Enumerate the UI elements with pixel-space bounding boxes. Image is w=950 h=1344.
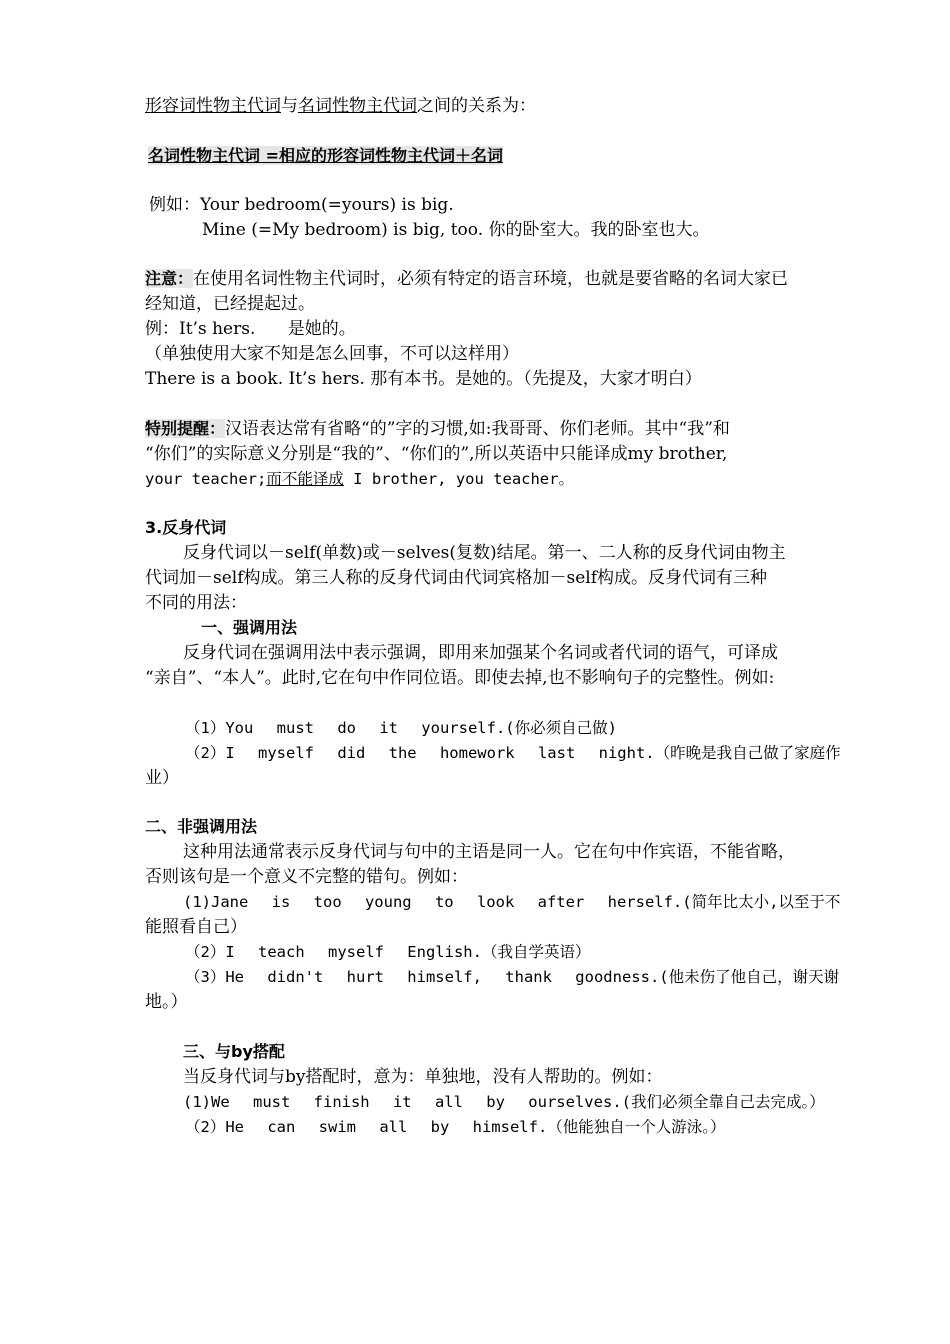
usage-3-heading: 三、与by搭配	[183, 1042, 285, 1061]
usage-1-para-1: 反身代词在强调用法中表示强调，即用来加强某个名词或者代词的语气，可译成	[183, 643, 778, 663]
formula-text: 名词性物主代词 =相应的形容词性物主代词＋名词	[148, 146, 503, 165]
adjective-possessive-term: 形容词性物主代词	[145, 96, 281, 116]
usage-1-example-2-cont: 业）	[145, 768, 179, 788]
intro-tail: 之间的关系为：	[417, 96, 536, 116]
section-3-para-1: 反身代词以－self(单数)或－selves(复数)结尾。第一、二人称的反身代词由物主	[183, 543, 786, 563]
reminder-text-3a: your teacher;	[145, 470, 267, 488]
usage-2-example-1-cont: 能照看自己）	[145, 917, 247, 937]
formula-line	[148, 144, 503, 168]
note-example-2: （单独使用大家不知是怎么回事，不可以这样用）	[145, 344, 519, 364]
reminder-text-3b: 而不能译成	[266, 470, 344, 488]
note-label: 注意：	[145, 269, 194, 288]
intro-connector: 与	[281, 96, 298, 116]
section-3-para-3: 不同的用法：	[145, 593, 247, 613]
note-example-3: There is a book. It’s hers. 那有本书。是她的。（先提及，大家才明白）	[145, 369, 702, 389]
note-line-2: 经知道，已经提起过。	[145, 294, 315, 314]
reminder-text-1: 汉语表达常有省略“的”字的习惯,如:我哥哥、你们老师。其中“我”和	[225, 419, 730, 439]
reminder-text-3c: I brother, you teacher。	[343, 470, 574, 488]
usage-3-para-1: 当反身代词与by搭配时，意为：单独地，没有人帮助的。例如：	[183, 1067, 663, 1087]
usage-1-example-2: （2）I myself did the homework last night.（昨晚是我自己做了家庭作	[185, 744, 841, 762]
intro-line	[145, 94, 536, 118]
usage-2-example-2: （2）I teach myself English.（我自学英语）	[185, 943, 591, 961]
note-example-1: 例：It’s hers. 是她的。	[145, 319, 356, 339]
note-text-1: 在使用名词性物主代词时，必须有特定的语言环境，也就是要省略的名词大家已	[193, 269, 789, 289]
example-line-1: 例如：Your bedroom(=yours) is big.	[149, 195, 454, 215]
usage-3-example-2: （2）He can swim all by himself.（他能独自一个人游泳。）	[185, 1118, 726, 1136]
usage-2-para-1: 这种用法通常表示反身代词与句中的主语是同一人。它在句中作宾语，不能省略，	[183, 842, 795, 862]
usage-2-example-1: (1)Jane is too young to look after herself.(简年比太小,以至于不	[183, 893, 841, 911]
section-3-heading: 3.反身代词	[145, 518, 227, 537]
usage-1-example-1: （1）You must do it yourself.(你必须自己做)	[185, 719, 617, 737]
note-line-1	[145, 267, 788, 291]
reminder-label: 特别提醒：	[145, 419, 226, 438]
section-3-para-2: 代词加－self构成。第三人称的反身代词由代词宾格加－self构成。反身代词有三种	[145, 568, 768, 588]
usage-2-para-2: 否则该句是一个意义不完整的错句。例如：	[145, 867, 468, 887]
reminder-line-2: “你们”的实际意义分别是“我的”、“你们的”,所以英语中只能译成my brother,	[145, 444, 728, 464]
noun-possessive-term: 名词性物主代词	[298, 96, 417, 116]
usage-2-heading: 二、非强调用法	[145, 817, 258, 836]
usage-3-example-1: (1)We must finish it all by ourselves.(我们必须全靠自己去完成。）	[183, 1093, 825, 1111]
usage-1-heading: 一、强调用法	[201, 618, 298, 637]
reminder-line-1	[145, 417, 730, 441]
example-line-2: Mine (=My bedroom) is big, too. 你的卧室大。我的卧室也大。	[202, 220, 710, 240]
usage-1-para-2: “亲自”、“本人”。此时,它在句中作同位语。即使去掉,也不影响句子的完整性。例如:	[145, 668, 775, 688]
usage-2-example-3: （3）He didn't hurt himself, thank goodness.(他未伤了他自己，谢天谢	[185, 968, 840, 986]
usage-2-example-3-cont: 地。）	[145, 992, 188, 1012]
reminder-line-3	[145, 467, 574, 491]
